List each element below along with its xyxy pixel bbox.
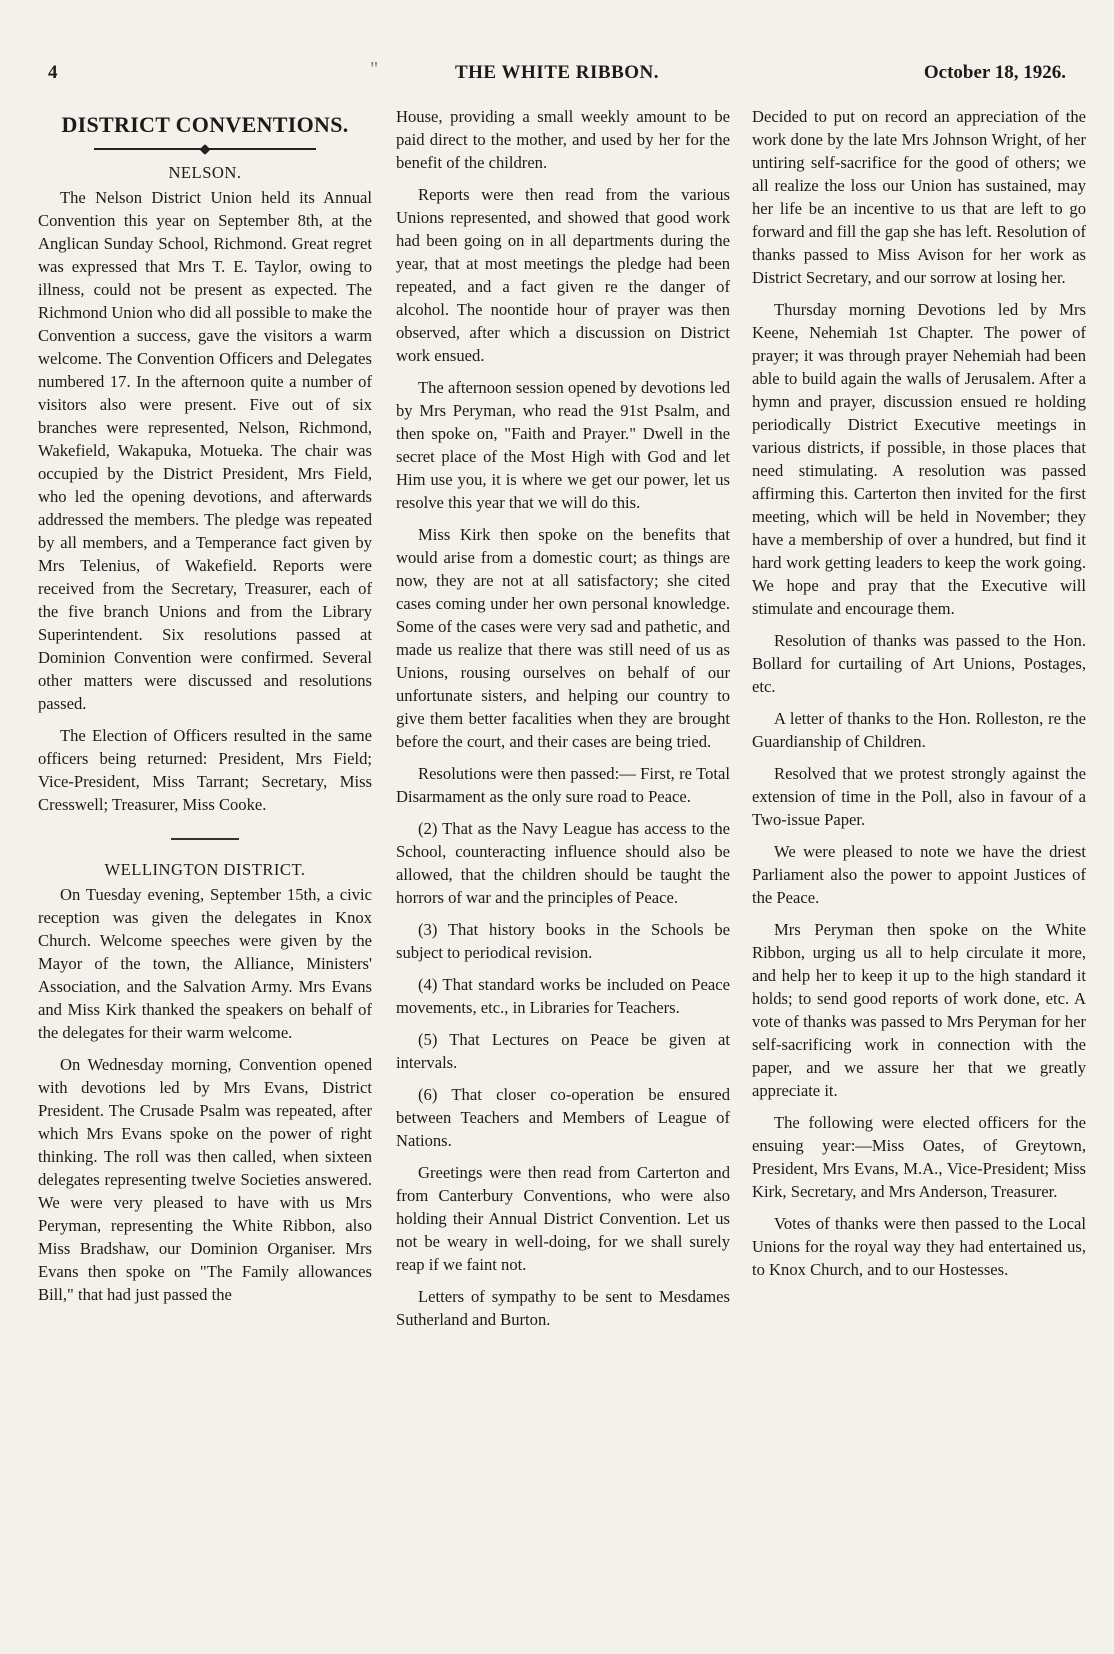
resolution-paragraph: (3) That history books in the Schools be subject to periodical revision. bbox=[396, 920, 730, 962]
resolution-paragraph: (4) That standard works be included on Peace movements, etc., in Libraries for Teachers. bbox=[396, 975, 730, 1017]
wellington-subhead: WELLINGTON DISTRICT. bbox=[104, 860, 306, 879]
article-paragraph: Letters of sympathy to be sent to Mesdames Sutherland and Burton. bbox=[396, 1287, 730, 1329]
ornament-rule bbox=[38, 141, 372, 157]
resolution-paragraph: Resolutions were then passed:— First, re Total Disarmament as the only sure road to Peace. bbox=[396, 764, 730, 806]
column-1 bbox=[38, 105, 372, 1315]
article-paragraph: Votes of thanks were then passed to the Local Unions for the royal way they had entertained us, to Knox Church, and to our Hostesses. bbox=[752, 1214, 1086, 1279]
section-title: DISTRICT CONVENTIONS. bbox=[61, 112, 349, 137]
article-paragraph: Resolution of thanks was passed to the Hon. Bollard for curtailing of Art Unions, Postages, etc. bbox=[752, 631, 1086, 696]
print-mark: " bbox=[370, 58, 379, 80]
article-paragraph: The Election of Officers resulted in the same officers being returned: President, Mrs Field; Vice-President, Miss Tarrant; Secretary, Miss Cresswell; Treasurer, Miss Cooke. bbox=[38, 726, 372, 814]
article-paragraph: We were pleased to note we have the driest Parliament also the power to appoint Justices of the Peace. bbox=[752, 842, 1086, 907]
issue-date: October 18, 1926. bbox=[923, 62, 1066, 83]
resolution-paragraph: (2) That as the Navy League has access to the School, counteracting influence should also be allowed, that the children should be taught the horrors of war and the principles of Peace. bbox=[396, 819, 730, 907]
page-header bbox=[40, 56, 1074, 90]
column-3 bbox=[752, 105, 1086, 1290]
article-paragraph: A letter of thanks to the Hon. Rolleston, re the Guardianship of Children. bbox=[752, 709, 1086, 751]
article-paragraph: On Wednesday morning, Convention opened with devotions led by Mrs Evans, District President. The Crusade Psalm was repeated, after which Mrs Evans spoke on the power of right thinking. The roll was then called, when sixteen delegates representing twelve Societies answered. We were very pleased to have with us Mrs Peryman, representing the White Ribbon, also Miss Bradshaw, our Dominion Organiser. Mrs Evans then spoke on "The Family allowances Bill," that had just passed the bbox=[38, 1055, 372, 1304]
article-paragraph: House, providing a small weekly amount to be paid direct to the mother, and used by her for the benefit of the children. bbox=[396, 107, 730, 172]
article-paragraph: Greetings were then read from Carterton and from Canterbury Conventions, who were also holding their Annual District Convention. Let us not be weary in well-doing, for we shall surely reap if we faint not. bbox=[396, 1163, 730, 1274]
article-paragraph: Reports were then read from the various Unions represented, and showed that good work had been going on in all departments during the year, that at most meetings the pledge had been repeated, and a fact given re the danger of alcohol. The noontide hour of prayer was then observed, after which a discussion on District work ensued. bbox=[396, 185, 730, 365]
article-paragraph: Decided to put on record an appreciation of the work done by the late Mrs Johnson Wright, of her untiring self-sacrifice for the good of others; we all realize the loss our Union has sustained, may her life be an incentive to us that are left to go forward and fill the gap she has left. Resolution of thanks passed to Miss Avison for her work as District Secretary, and our sorrow at losing her. bbox=[752, 107, 1086, 287]
article-paragraph: Thursday morning Devotions led by Mrs Keene, Nehemiah 1st Chapter. The power of prayer; it was through prayer Nehemiah had been able to build again the walls of Jerusalem. After a hymn and prayer, discussion ensued re holding periodically District Executive meetings in various districts, if possible, in those places that need stimulating. A resolution was passed affirming this. Carterton then invited for the first meeting, which will be held in November; they have a membership of over a hundred, but find it hard work getting leaders to keep the work going. We hope and pray that the Executive will stimulate and encourage them. bbox=[752, 300, 1086, 618]
page-number: 4 bbox=[48, 62, 58, 83]
publication-title: THE WHITE RIBBON. bbox=[454, 62, 659, 83]
article-paragraph: Miss Kirk then spoke on the benefits that would arise from a domestic court; as things are now, they are not at all satisfactory; she cited cases coming under her own personal knowledge. Some of the cases were very sad and pathetic, and made us realize that there was still need of us as Unions, rousing ourselves on behalf of our unfortunate sisters, and helping our country to give them better facalities when they are brought before the court, and their cases are being tried. bbox=[396, 525, 730, 751]
article-paragraph: Mrs Peryman then spoke on the White Ribbon, urging us all to help circulate it more, and help her to keep it up to the high standard it holds; to send good reports of work done, etc. A vote of thanks was passed to Mrs Peryman for her self-sacrificing work in connection with the paper, and we assure her that we greatly appreciate it. bbox=[752, 920, 1086, 1100]
article-paragraph: The following were elected officers for the ensuing year:—Miss Oates, of Greytown, President, Mrs Evans, M.A., Vice-President; Miss Kirk, Secretary, and Mrs Anderson, Treasurer. bbox=[752, 1113, 1086, 1201]
article-paragraph: Resolved that we protest strongly against the extension of time in the Poll, also in favour of a Two-issue Paper. bbox=[752, 764, 1086, 829]
article-paragraph: On Tuesday evening, September 15th, a civic reception was given the delegates in Knox Church. Welcome speeches were given by the Mayor of the town, the Alliance, Ministers' Association, and the Salvation Army. Mrs Evans and Miss Kirk thanked the speakers on behalf of the delegates for their warm welcome. bbox=[38, 885, 372, 1042]
nelson-subhead: NELSON. bbox=[168, 163, 242, 182]
resolution-paragraph: (6) That closer co-operation be ensured between Teachers and Members of League of Nations. bbox=[396, 1085, 730, 1150]
section-divider bbox=[171, 838, 239, 840]
article-paragraph: The afternoon session opened by devotions led by Mrs Peryman, who read the 91st Psalm, and then spoke on, "Faith and Prayer." Dwell in the secret place of the Most High with God and let Him use you, it is where we get our power, let us resolve this year that we will do this. bbox=[396, 378, 730, 512]
article-paragraph: The Nelson District Union held its Annual Convention this year on September 8th, at the Anglican Sunday School, Richmond. Great regret was expressed that Mrs T. E. Taylor, owing to illness, could not be present as expected. The Richmond Union who did all possible to make the Convention a success, gave the visitors a warm welcome. The Convention Officers and Delegates numbered 17. In the afternoon quite a number of visitors also were present. Five out of six branches were represented, Nelson, Richmond, Wakefield, Wakapuka, Motueka. The chair was occupied by the District President, Mrs Field, who led the opening devotions, and afterwards addressed the members. The pledge was repeated by all members, and a Temperance fact given by Mrs Telenius, of Wakefield. Reports were received from the Secretary, Treasurer, each of the five branch Unions and from the Library Superintendent. Six resolutions passed at Dominion Convention were confirmed. Several other matters were discussed and resolutions passed. bbox=[38, 188, 372, 713]
resolution-paragraph: (5) That Lectures on Peace be given at intervals. bbox=[396, 1030, 730, 1072]
column-2 bbox=[396, 105, 730, 1340]
